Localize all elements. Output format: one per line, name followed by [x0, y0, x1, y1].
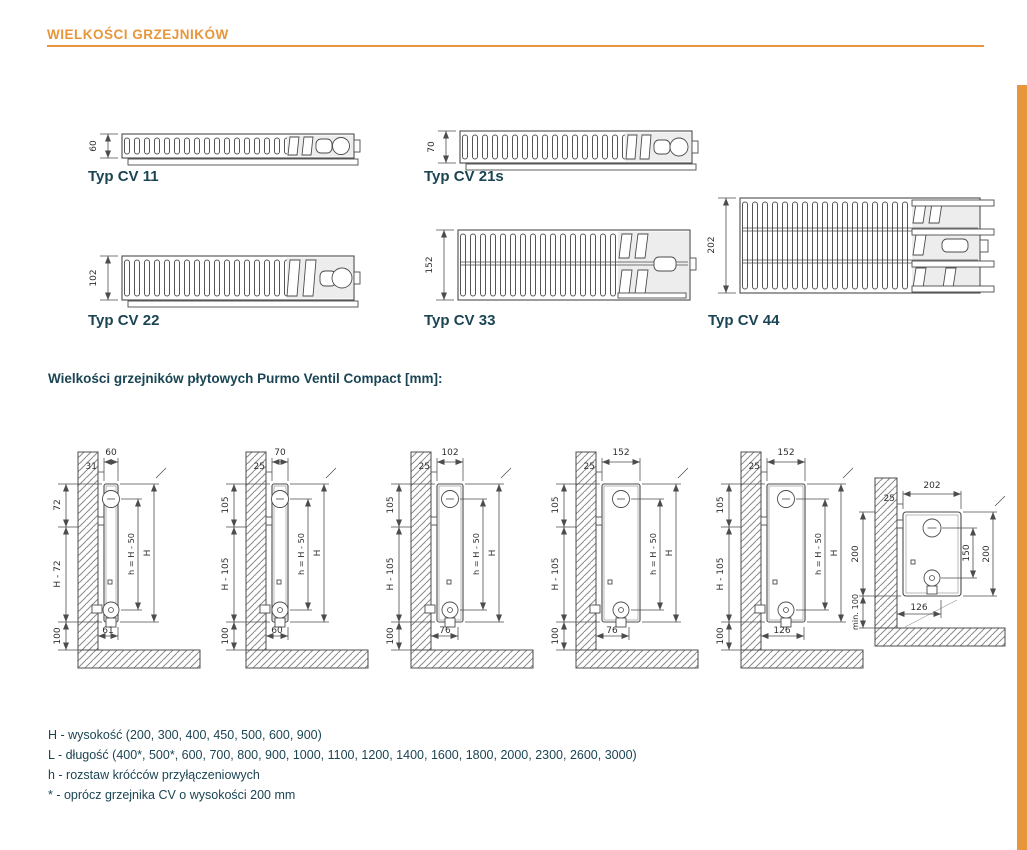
dim-height: H: [830, 549, 840, 557]
dim-depth: 102: [441, 448, 459, 458]
dim-lower: 100: [53, 627, 63, 645]
type-label-cv44: Typ CV 44: [708, 312, 780, 329]
dim-bottom-offset: 126: [910, 603, 928, 613]
dim-panel-depth: 60: [89, 140, 99, 152]
type-label-cv33: Typ CV 33: [424, 312, 496, 329]
dim-height: H: [488, 549, 498, 557]
dim-pipe-spacing: h = H - 50: [648, 533, 658, 575]
type-label-cv21s: Typ CV 21s: [424, 168, 504, 185]
dimensions-section-title: Wielkości grzejników płytowych Purmo Ventil Compact [mm]:: [48, 371, 443, 386]
page-edge-accent-bar: [1017, 85, 1027, 850]
dim-floor-clearance: min. 100: [850, 593, 860, 631]
dim-wall-gap: 25: [418, 462, 430, 472]
dim-lower: 100: [551, 627, 561, 645]
dim-bottom-offset: 61: [102, 626, 114, 636]
dim-lower: 100: [386, 627, 396, 645]
dim-panel-depth: 70: [427, 141, 437, 153]
dim-height: H: [313, 549, 323, 557]
dim-upper: 105: [221, 496, 231, 514]
dim-depth: 70: [274, 448, 286, 458]
note-length: L - długość (400*, 500*, 600, 700, 800, 900, 1000, 1100, 1200, 1400, 1600, 1800, 2000, 2300, 2600, 3000): [48, 748, 637, 762]
dim-depth: 152: [777, 448, 795, 458]
dim-depth: 152: [612, 448, 630, 458]
dim-wall-gap: 25: [883, 494, 895, 504]
note-pipe-spacing: h - rozstaw króćców przyłączeniowych: [48, 768, 260, 782]
dim-lower: 100: [221, 627, 231, 645]
dim-height: H: [143, 549, 153, 557]
dim-upper: 105: [716, 496, 726, 514]
page-title: WIELKOŚCI GRZEJNIKÓW: [47, 27, 229, 42]
dim-middle: H - 72: [53, 560, 63, 588]
dim-bottom-offset: 76: [439, 626, 451, 636]
type-label-cv11: Typ CV 11: [88, 168, 159, 185]
dim-lower: 100: [716, 627, 726, 645]
dim-middle: H - 105: [221, 557, 231, 591]
dim-middle: H - 105: [386, 557, 396, 591]
dim-pipe-spacing: h = H - 50: [813, 533, 823, 575]
dim-height: 200: [982, 545, 992, 563]
floor-mount-detail: [845, 460, 1017, 670]
mounting-profile-cv11: [44, 422, 212, 682]
dim-upper: 72: [53, 499, 63, 511]
dim-upper: 105: [551, 496, 561, 514]
dim-wall-gap: 25: [748, 462, 760, 472]
dim-depth: 202: [923, 481, 941, 491]
legend-notes: [48, 728, 637, 808]
mounting-profile-cv33: [542, 422, 710, 682]
cross-section-cv33: [418, 220, 703, 314]
dim-wall-gap: 31: [85, 462, 97, 472]
dim-height: H: [665, 549, 675, 557]
dim-panel-depth: 202: [707, 236, 717, 254]
dim-panel-depth: 152: [425, 256, 435, 274]
dim-left-height: 200: [851, 545, 861, 563]
mounting-profile-cv21s: [212, 422, 380, 682]
note-asterisk: * - oprócz grzejnika CV o wysokości 200 mm: [48, 788, 296, 802]
dim-depth: 60: [105, 448, 117, 458]
dim-pipe-spacing: h = H - 50: [126, 533, 136, 575]
note-height: H - wysokość (200, 300, 400, 450, 500, 600, 900): [48, 728, 322, 742]
dim-bottom-offset: 76: [606, 626, 618, 636]
dim-wall-gap: 25: [253, 462, 265, 472]
dim-upper: 105: [386, 496, 396, 514]
cross-section-cv22: [82, 246, 367, 316]
dim-bottom-offset: 60: [271, 626, 283, 636]
type-label-cv22: Typ CV 22: [88, 312, 160, 329]
dim-bottom-offset: 126: [773, 626, 791, 636]
dim-wall-gap: 25: [583, 462, 595, 472]
dim-middle: H - 105: [716, 557, 726, 591]
cross-section-cv44: [700, 188, 1000, 306]
title-divider: [47, 45, 984, 47]
dim-middle: H - 105: [551, 557, 561, 591]
dim-pipe-spacing: h = H - 50: [296, 533, 306, 575]
dim-pipe-spacing: h = H - 50: [471, 533, 481, 575]
dim-panel-depth: 102: [89, 269, 99, 287]
dim-pipe-spacing: 150: [962, 544, 972, 562]
mounting-profile-cv22: [377, 422, 545, 682]
